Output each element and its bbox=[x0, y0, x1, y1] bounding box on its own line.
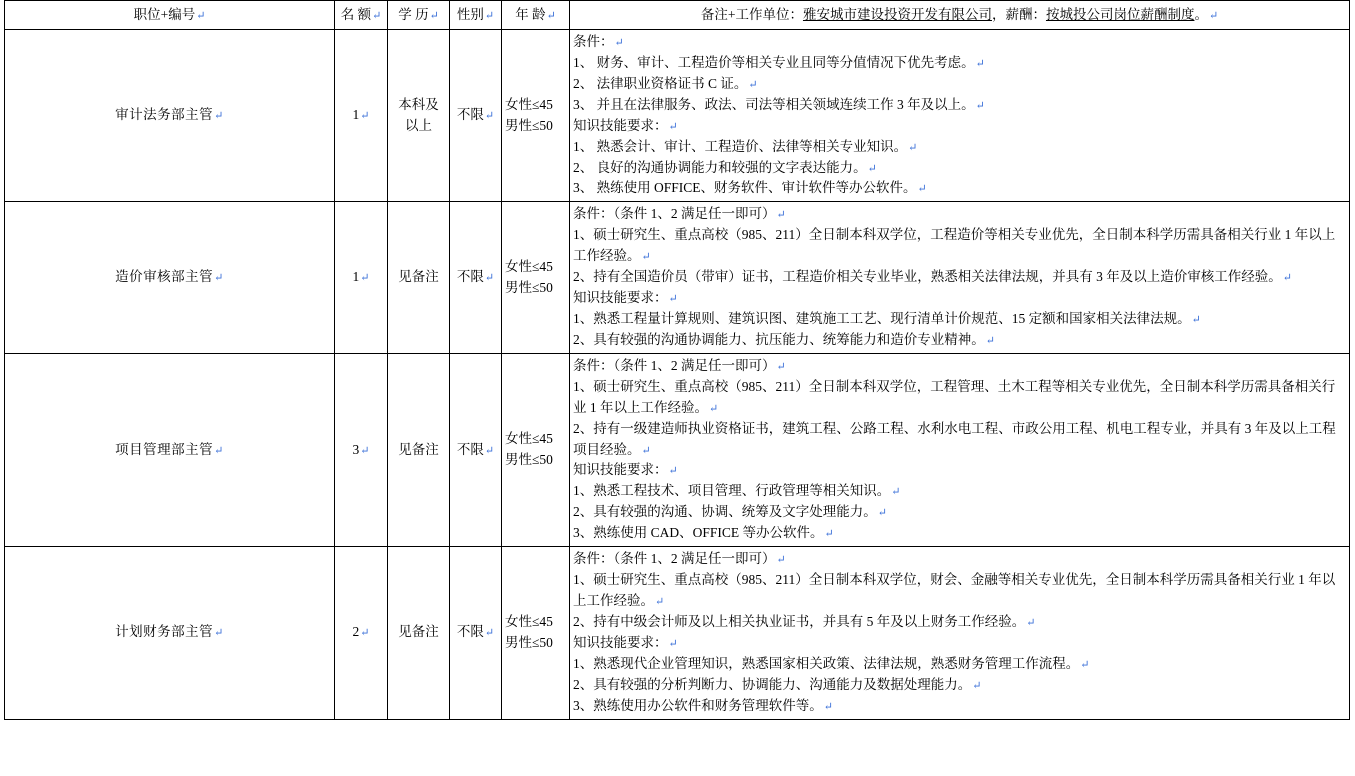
note-line bbox=[573, 570, 1346, 612]
paragraph-mark-icon: ↵ bbox=[1191, 313, 1201, 326]
paragraph-mark-icon: ↵ bbox=[668, 293, 678, 306]
note-line-text: 3、熟练使用办公软件和财务管理软件等。 bbox=[573, 697, 823, 713]
age-line: 男性≤50 bbox=[505, 279, 553, 295]
cell-education bbox=[388, 30, 450, 202]
paragraph-mark-icon: ↵ bbox=[985, 334, 995, 347]
note-line bbox=[573, 53, 1346, 74]
note-line-text: 条件：（条件 1、2 满足任一即可） bbox=[573, 551, 776, 567]
paragraph-mark-icon: ↵ bbox=[429, 9, 439, 22]
note-line-text: 3、 熟练使用 OFFICE、财务软件、审计软件等办公软件。 bbox=[573, 180, 917, 196]
paragraph-mark-icon: ↵ bbox=[776, 209, 786, 222]
paragraph-mark-icon: ↵ bbox=[214, 110, 224, 123]
paragraph-mark-icon: ↵ bbox=[484, 627, 495, 640]
cell-note bbox=[570, 30, 1350, 202]
note-line bbox=[573, 549, 1346, 570]
education-line: 见备注 bbox=[398, 269, 439, 285]
note-line-text: 条件：（条件 1、2 满足任一即可） bbox=[573, 357, 776, 373]
paragraph-mark-icon: ↵ bbox=[748, 78, 758, 91]
note-line bbox=[573, 74, 1346, 95]
paragraph-mark-icon: ↵ bbox=[360, 110, 370, 123]
note-line bbox=[573, 675, 1346, 696]
header-position: 职位+编号↵ bbox=[5, 1, 335, 30]
paragraph-mark-icon: ↵ bbox=[1282, 272, 1292, 285]
quota-text: 3 bbox=[352, 441, 360, 457]
note-line-text: 1、硕士研究生、重点高校（985、211）全日制本科双学位，工程造价等相关专业优先，全日制本科学历需具备相关行业 1 年以上工作经验。 bbox=[573, 227, 1336, 264]
cell-gender bbox=[450, 30, 502, 202]
header-age: 年 龄↵ bbox=[502, 1, 570, 30]
note-line-text: 3、 并且在法律服务、政法、司法等相关领域连续工作 3 年及以上。 bbox=[573, 96, 975, 112]
note-line-text: 2、具有较强的沟通协调能力、抗压能力、统筹能力和造价专业精神。 bbox=[573, 331, 985, 347]
table-row bbox=[5, 30, 1350, 202]
note-line-text: 知识技能要求： bbox=[573, 462, 668, 478]
paragraph-mark-icon: ↵ bbox=[484, 272, 495, 285]
cell-age bbox=[502, 30, 570, 202]
education-line: 本科及 bbox=[398, 96, 439, 112]
cell-note bbox=[570, 202, 1350, 353]
note-line bbox=[573, 225, 1346, 267]
note-line bbox=[573, 523, 1346, 544]
cell-education bbox=[388, 202, 450, 353]
age-line: 男性≤50 bbox=[505, 117, 553, 133]
note-line-text: 1、硕士研究生、重点高校（985、211）全日制本科双学位，工程管理、土木工程等相关专业优先，全日制本科学历需具备相关行业 1 年以上工作经验。 bbox=[573, 378, 1336, 415]
cell-gender bbox=[450, 547, 502, 719]
note-line bbox=[573, 267, 1346, 288]
header-note: 备注+工作单位：雅安城市建设投资开发有限公司，薪酬：按城投公司岗位薪酬制度。↵ bbox=[570, 1, 1350, 30]
paragraph-mark-icon: ↵ bbox=[877, 507, 887, 520]
paragraph-mark-icon: ↵ bbox=[776, 360, 786, 373]
quota-text: 1 bbox=[352, 107, 360, 123]
table-body bbox=[5, 30, 1350, 720]
note-line-text: 条件：（条件 1、2 满足任一即可） bbox=[573, 206, 776, 222]
note-line bbox=[573, 654, 1346, 675]
age-line: 女性≤45 bbox=[505, 258, 553, 274]
paragraph-mark-icon: ↵ bbox=[972, 679, 982, 692]
note-line-text: 1、熟悉工程技术、项目管理、行政管理等相关知识。 bbox=[573, 483, 891, 499]
header-education: 学 历↵ bbox=[388, 1, 450, 30]
header-note-unit: 雅安城市建设投资开发有限公司 bbox=[802, 6, 992, 22]
note-line-text: 1、熟悉现代企业管理知识，熟悉国家相关政策、法律法规，熟悉财务管理工作流程。 bbox=[573, 655, 1080, 671]
cell-position bbox=[5, 353, 335, 546]
paragraph-mark-icon: ↵ bbox=[668, 120, 678, 133]
paragraph-mark-icon: ↵ bbox=[975, 57, 985, 70]
paragraph-mark-icon: ↵ bbox=[975, 99, 985, 112]
paragraph-mark-icon: ↵ bbox=[360, 272, 370, 285]
note-line-text: 条件： bbox=[573, 34, 614, 49]
age-line: 女性≤45 bbox=[505, 613, 553, 629]
note-line bbox=[573, 481, 1346, 502]
note-line-text: 知识技能要求： bbox=[573, 634, 668, 650]
paragraph-mark-icon: ↵ bbox=[1026, 616, 1036, 629]
paragraph-mark-icon: ↵ bbox=[484, 110, 495, 123]
paragraph-mark-icon: ↵ bbox=[196, 9, 206, 22]
note-line bbox=[573, 502, 1346, 523]
quota-text: 2 bbox=[352, 624, 360, 640]
header-note-salary: 按城投公司岗位薪酬制度 bbox=[1045, 6, 1195, 22]
cell-quota bbox=[335, 353, 388, 546]
note-line bbox=[573, 633, 1346, 654]
paragraph-mark-icon: ↵ bbox=[867, 162, 877, 175]
note-line-text: 2、持有一级建造师执业资格证书，建筑工程、公路工程、水利水电工程、市政公用工程、机电工程专业，并具有 3 年及以上工程项目经验。 bbox=[573, 420, 1336, 457]
paragraph-mark-icon: ↵ bbox=[484, 444, 495, 457]
age-line: 男性≤50 bbox=[505, 634, 553, 650]
note-line bbox=[573, 612, 1346, 633]
paragraph-mark-icon: ↵ bbox=[214, 627, 224, 640]
note-line-text: 1、熟悉工程量计算规则、建筑识图、建筑施工工艺、现行清单计价规范、15 定额和国家相关法律法规。 bbox=[573, 310, 1191, 326]
education-line: 见备注 bbox=[398, 441, 439, 457]
paragraph-mark-icon: ↵ bbox=[709, 402, 719, 415]
note-line-text: 知识技能要求： bbox=[573, 290, 668, 306]
paragraph-mark-icon: ↵ bbox=[891, 486, 901, 499]
education-line: 见备注 bbox=[398, 624, 439, 640]
cell-note bbox=[570, 547, 1350, 719]
gender-text: 不限 bbox=[456, 107, 484, 123]
age-line: 女性≤45 bbox=[505, 96, 553, 112]
note-line bbox=[573, 137, 1346, 158]
note-line-text: 3、熟练使用 CAD、OFFICE 等办公软件。 bbox=[573, 525, 824, 541]
note-line bbox=[573, 178, 1346, 199]
age-line: 女性≤45 bbox=[505, 431, 553, 447]
paragraph-mark-icon: ↵ bbox=[668, 465, 678, 478]
note-line bbox=[573, 696, 1346, 717]
cell-position bbox=[5, 547, 335, 719]
paragraph-mark-icon: ↵ bbox=[776, 554, 786, 567]
paragraph-mark-icon: ↵ bbox=[908, 141, 918, 154]
gender-text: 不限 bbox=[456, 624, 484, 640]
note-line-text: 2、持有全国造价员（带审）证书，工程造价相关专业毕业，熟悉相关法律法规，并具有 3 年及以上造价审核工作经验。 bbox=[573, 269, 1282, 285]
paragraph-mark-icon: ↵ bbox=[214, 272, 224, 285]
table-header-row bbox=[5, 1, 1350, 30]
position-text: 造价审核部主管 bbox=[115, 269, 214, 285]
header-gender: 性别↵ bbox=[450, 1, 502, 30]
note-line-text: 1、硕士研究生、重点高校（985、211）全日制本科双学位，财会、金融等相关专业优先，全日制本科学历需具备相关行业 1 年以上工作经验。 bbox=[573, 572, 1336, 608]
note-line bbox=[573, 116, 1346, 137]
note-line bbox=[573, 158, 1346, 179]
paragraph-mark-icon: ↵ bbox=[655, 595, 665, 608]
note-line bbox=[573, 288, 1346, 309]
paragraph-mark-icon: ↵ bbox=[484, 9, 495, 22]
header-quota: 名 额↵ bbox=[335, 1, 388, 30]
paragraph-mark-icon: ↵ bbox=[360, 444, 370, 457]
table-row bbox=[5, 547, 1350, 719]
paragraph-mark-icon: ↵ bbox=[641, 251, 651, 264]
cell-position bbox=[5, 202, 335, 353]
paragraph-mark-icon: ↵ bbox=[372, 9, 382, 22]
cell-quota bbox=[335, 547, 388, 719]
note-line bbox=[573, 460, 1346, 481]
cell-quota bbox=[335, 30, 388, 202]
paragraph-mark-icon: ↵ bbox=[214, 444, 224, 457]
note-line bbox=[573, 330, 1346, 351]
paragraph-mark-icon: ↵ bbox=[823, 700, 833, 713]
job-listing-table bbox=[4, 0, 1350, 720]
gender-text: 不限 bbox=[456, 269, 484, 285]
note-line-text: 1、 财务、审计、工程造价等相关专业且同等分值情况下优先考虑。 bbox=[573, 54, 975, 70]
table-row bbox=[5, 202, 1350, 353]
cell-gender bbox=[450, 202, 502, 353]
note-line-text: 2、持有中级会计师及以上相关执业证书，并具有 5 年及以上财务工作经验。 bbox=[573, 613, 1026, 629]
cell-age bbox=[502, 353, 570, 546]
paragraph-mark-icon: ↵ bbox=[1208, 9, 1219, 22]
paragraph-mark-icon: ↵ bbox=[824, 528, 834, 541]
table-row bbox=[5, 353, 1350, 546]
note-line bbox=[573, 204, 1346, 225]
paragraph-mark-icon: ↵ bbox=[917, 183, 927, 196]
cell-note bbox=[570, 353, 1350, 546]
cell-age bbox=[502, 202, 570, 353]
position-text: 项目管理部主管 bbox=[115, 441, 214, 457]
cell-education bbox=[388, 547, 450, 719]
cell-quota bbox=[335, 202, 388, 353]
note-line bbox=[573, 309, 1346, 330]
note-line bbox=[573, 377, 1346, 419]
cell-position bbox=[5, 30, 335, 202]
cell-gender bbox=[450, 353, 502, 546]
cell-age bbox=[502, 547, 570, 719]
paragraph-mark-icon: ↵ bbox=[641, 444, 651, 457]
paragraph-mark-icon: ↵ bbox=[360, 627, 370, 640]
note-line bbox=[573, 356, 1346, 377]
note-line bbox=[573, 95, 1346, 116]
cell-education bbox=[388, 353, 450, 546]
note-line-text: 2、 良好的沟通协调能力和较强的文字表达能力。 bbox=[573, 159, 867, 175]
table-header bbox=[5, 1, 1350, 30]
note-line-text: 1、 熟悉会计、审计、工程造价、法律等相关专业知识。 bbox=[573, 138, 908, 154]
position-text: 计划财务部主管 bbox=[115, 624, 214, 640]
age-line: 男性≤50 bbox=[505, 451, 553, 467]
note-line-text: 2、具有较强的沟通、协调、统筹及文字处理能力。 bbox=[573, 504, 877, 520]
note-line-text: 2、 法律职业资格证书 C 证。 bbox=[573, 75, 748, 91]
quota-text: 1 bbox=[352, 269, 360, 285]
note-line-text: 2、具有较强的分析判断力、协调能力、沟通能力及数据处理能力。 bbox=[573, 676, 972, 692]
position-text: 审计法务部主管 bbox=[115, 107, 214, 123]
gender-text: 不限 bbox=[456, 441, 484, 457]
paragraph-mark-icon: ↵ bbox=[546, 9, 556, 22]
note-line bbox=[573, 419, 1346, 461]
note-line-text: 知识技能要求： bbox=[573, 117, 668, 133]
note-line bbox=[573, 32, 1346, 53]
education-line: 以上 bbox=[405, 117, 432, 133]
paragraph-mark-icon: ↵ bbox=[1080, 658, 1090, 671]
paragraph-mark-icon: ↵ bbox=[668, 637, 678, 650]
paragraph-mark-icon: ↵ bbox=[614, 37, 624, 49]
